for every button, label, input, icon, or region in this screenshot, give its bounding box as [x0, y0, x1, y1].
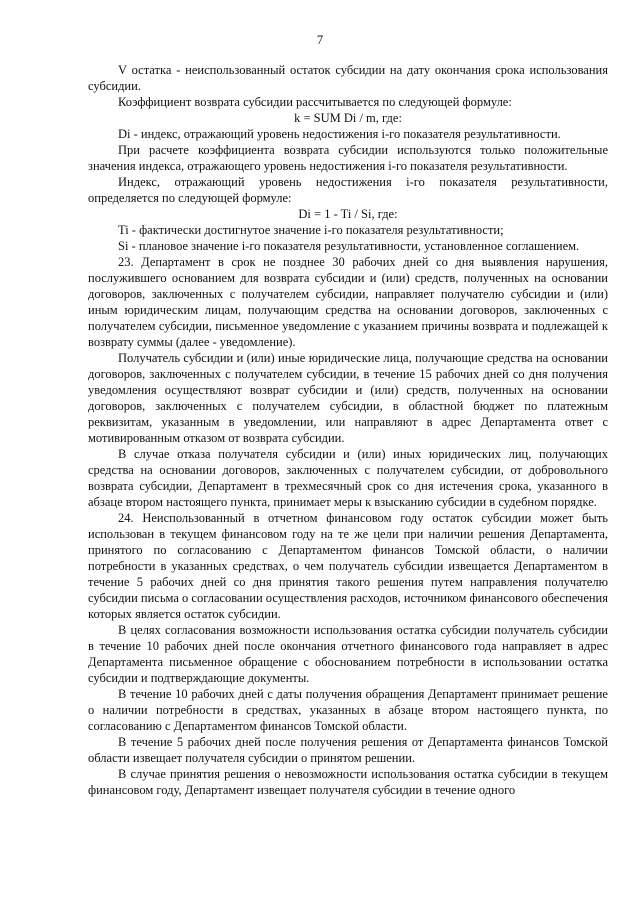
- document-body: [88, 62, 608, 798]
- paragraph: V остатка - неиспользованный остаток субсидии на дату окончания срока использования субсидии.: [88, 63, 608, 93]
- paragraph: 23. Департамент в срок не позднее 30 рабочих дней со дня выявления нарушения, послужившего основанием для возврата субсидии и (или) средств, полученных на основании договоров, заключенных с получателем субсидии, направляет получателю субсидии и (или) иным юридическим лицам, получающим средства на основании договоров, заключенных с получателем субсидии, письменное уведомление с указанием причины возврата и подлежащей к возврату суммы (далее - уведомление).: [88, 255, 608, 349]
- paragraph: Получатель субсидии и (или) иные юридические лица, получающие средства на основании договоров, заключенных с получателем субсидии, в течение 15 рабочих дней со дня получения уведомления осуществляют возврат субсидии и (или) средств, полученных на основании договоров, заключенных с получателем субсидии, в областной бюджет по платежным реквизитам, указанным в уведомлении, или направляют в адрес Департамента ответ с мотивированным отказом от возврата субсидии.: [88, 351, 608, 445]
- paragraph: Si - плановое значение i-го показателя результативности, установленное соглашением.: [118, 239, 580, 253]
- paragraph: В случае принятия решения о невозможности использования остатка субсидии в текущем финансовом году, Департамент извещает получателя субсидии в течение одного: [88, 767, 608, 797]
- paragraph: Ti - фактически достигнутое значение i-го показателя результативности;: [118, 223, 504, 237]
- paragraph: При расчете коэффициента возврата субсидии используются только положительные значения индекса, отражающего уровень недостижения i-го показателя результативности.: [88, 143, 608, 173]
- paragraph: Коэффициент возврата субсидии рассчитывается по следующей формуле:: [118, 95, 512, 109]
- page-number: 7: [316, 33, 324, 47]
- paragraph: В случае отказа получателя субсидии и (или) иных юридических лиц, получающих средства на основании договоров, заключенных с получателем субсидии, от добровольного возврата субсидии, Департамент в трехмесячный срок со дня истечения срока, указанного в абзаце втором настоящего пункта, принимает меры к взысканию субсидии в судебном порядке.: [88, 447, 608, 509]
- paragraph: В течение 5 рабочих дней после получения решения от Департамента финансов Томской области извещает получателя субсидии о принятом решении.: [88, 735, 608, 765]
- paragraph: В целях согласования возможности использования остатка субсидии получатель субсидии в течение 10 рабочих дней после окончания отчетного финансового года направляет в адрес Департамента письменное обращение с обоснованием потребности в использовании остатка субсидии и подтверждающие документы.: [88, 623, 608, 685]
- formula: k = SUM Di / m, где:: [294, 111, 402, 125]
- paragraph: В течение 10 рабочих дней с даты получения обращения Департамент принимает решение о наличии потребности в средствах, указанных в абзаце втором настоящего пункта, по согласованию с Департаментом финансов Томской области.: [88, 687, 608, 733]
- formula: Di = 1 - Ti / Si, где:: [298, 207, 398, 221]
- paragraph: Di - индекс, отражающий уровень недостижения i-го показателя результативности.: [118, 127, 561, 141]
- paragraph: 24. Неиспользованный в отчетном финансовом году остаток субсидии может быть использован в текущем финансовом году на те же цели при наличии решения Департамента, принятого по согласованию с Департаментом финансов Томской области, о наличии потребности в указанных средствах, о чем получатель субсидии извещается Департаментом в течение 5 рабочих дней со дня принятия такого решения путем направления получателю субсидии письма о согласовании осуществления расходов, источником финансового обеспечения которых является остаток субсидии.: [88, 511, 608, 621]
- paragraph: Индекс, отражающий уровень недостижения i-го показателя результативности, определяется по следующей формуле:: [88, 175, 608, 205]
